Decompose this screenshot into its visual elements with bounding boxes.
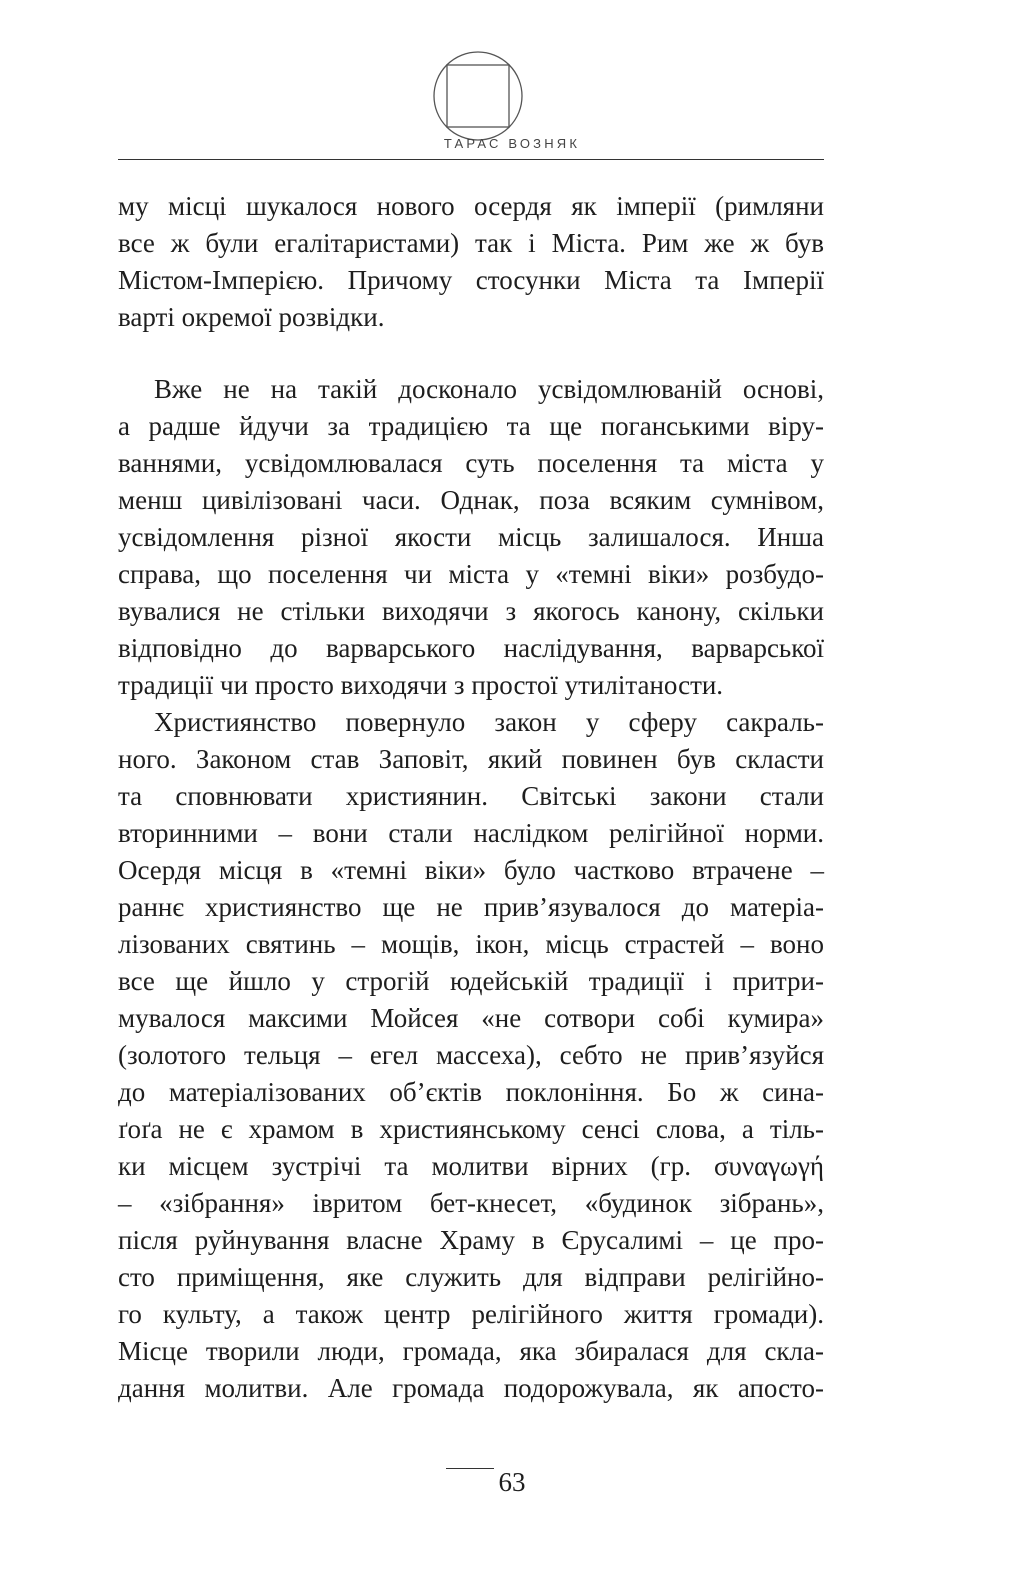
header-rule	[118, 159, 824, 160]
text-line: ваннями, усвідомлювалася суть поселення та міста у	[118, 448, 824, 478]
text-line: варті окремої розвідки.	[118, 302, 385, 332]
text-line: го культу, а також центр релігійного життя громади).	[118, 1299, 824, 1329]
text-line: Християнство повернуло закон у сферу сакраль-	[154, 707, 824, 737]
paragraph	[118, 188, 824, 336]
text-line: ки місцем зустрічі та молитви вірних (гр. συναγωγή	[118, 1151, 824, 1181]
text-line: відповідно до варварського наслідування, варварської	[118, 633, 824, 663]
paragraph	[118, 704, 824, 1407]
text-line: все ж були егалітаристами) так і Міста. Рим же ж був	[118, 228, 824, 258]
running-header-author: ТАРАС ВОЗНЯК	[443, 136, 581, 151]
text-line: ґоґа не є храмом в християнському сенсі слова, а тіль-	[118, 1114, 824, 1144]
text-line: та сповнювати християнин. Світські закони стали	[118, 781, 824, 811]
text-line: менш цивілізовані часи. Однак, поза всяким сумнівом,	[118, 485, 824, 515]
text-line: усвідомлення різної якости місць залишалося. Инша	[118, 522, 824, 552]
text-line: сто приміщення, яке служить для відправи релігійно-	[118, 1262, 824, 1292]
text-line: а радше йдучи за традицією та ще поганськими віру-	[118, 411, 824, 441]
paragraph-gap	[118, 336, 824, 371]
text-line: традиції чи просто виходячи з простої утилітаности.	[118, 670, 724, 700]
text-line: вторинними – вони стали наслідком релігійної норми.	[118, 818, 824, 848]
text-line: після руйнування власне Храму в Єрусалимі – це про-	[118, 1225, 824, 1255]
text-line: Вже не на такій досконало усвідомлюваній основі,	[154, 374, 824, 404]
text-line: справа, що поселення чи міста у «темні віки» розбудо-	[118, 559, 824, 589]
text-line: (золотого тельця – егел массеха), себто не прив’язуйся	[118, 1040, 824, 1070]
page-number: 63	[498, 1467, 526, 1497]
text-line: лізованих святинь – мощів, ікон, місць страстей – воно	[118, 929, 824, 959]
circle-square-logo-icon	[432, 50, 524, 142]
text-line: ного. Законом став Заповіт, який повинен був скласти	[118, 744, 824, 774]
text-line: раннє християнство ще не прив’язувалося до матеріа-	[118, 892, 824, 922]
text-line: до матеріалізованих об’єктів поклоніння. Бо ж сина-	[118, 1077, 824, 1107]
text-line: дання молитви. Але громада подорожувала, як апосто-	[118, 1373, 824, 1403]
text-line: мувалося максими Мойсея «не сотвори собі кумира»	[118, 1003, 824, 1033]
text-line: Осердя місця в «темні віки» було частково втрачене –	[118, 855, 824, 885]
text-line: – «зібрання» івритом бет-кнесет, «будинок зібрань»,	[118, 1188, 824, 1218]
body-text	[118, 188, 824, 1407]
text-line: Місце творили люди, громада, яка збиралася для скла-	[118, 1336, 824, 1366]
text-line: все ще йшло у строгій юдейській традиції і притри-	[118, 966, 824, 996]
paragraph	[118, 371, 824, 704]
text-line: вувалися не стільки виходячи з якогось канону, скільки	[118, 596, 824, 626]
text-line: му місці шукалося нового осердя як імперії (римляни	[118, 191, 824, 221]
text-line: Містом-Імперією. Причому стосунки Міста та Імперії	[118, 265, 824, 295]
